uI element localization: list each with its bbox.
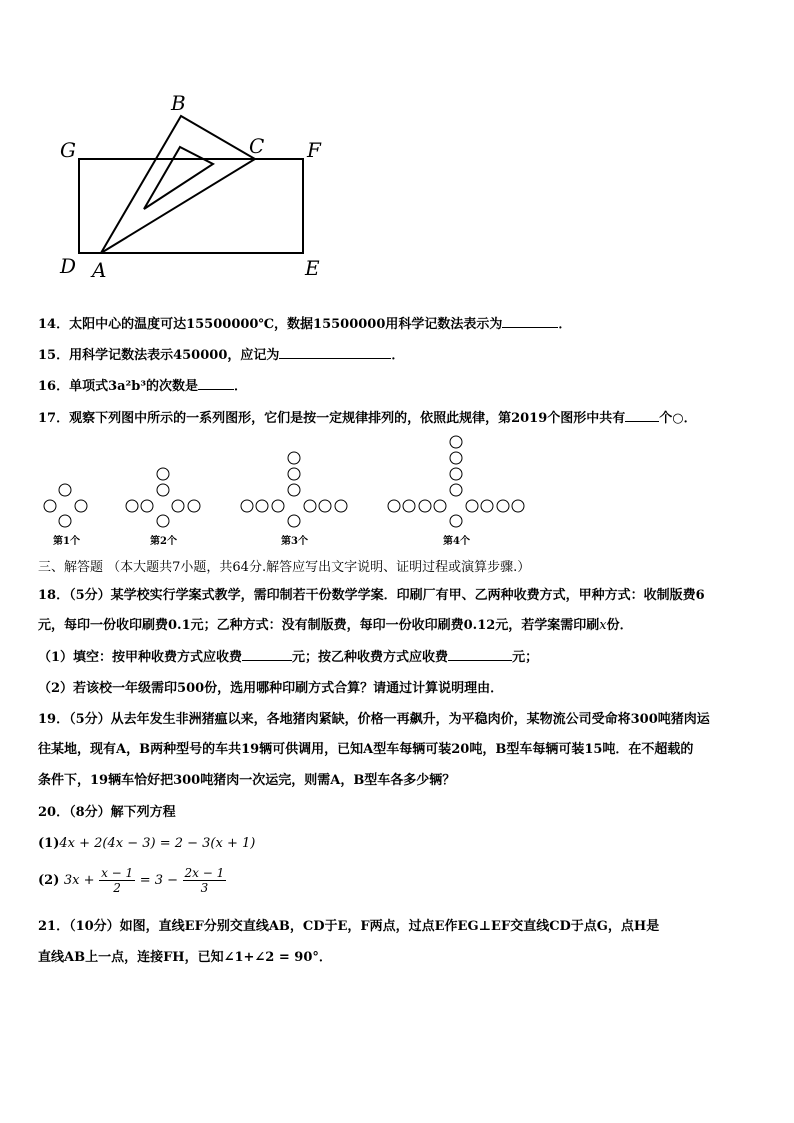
question-17-text: 17．观察下列图中所示的一系列图形，它们是按一定规律排列的，依照此规律，第2019个图形中共有 [38, 411, 626, 426]
triangle-inner [144, 147, 213, 209]
equation-1-expression: 4x + 2(4x − 3) = 2 − 3(x + 1) [59, 836, 256, 851]
question-18-sub-2: （2）若该校一年级需印500份，选用哪种印刷方式合算？请通过计算说明理由． [38, 681, 504, 696]
triangle-outer-abc [101, 116, 255, 253]
caption-pattern-1: 第1个 [53, 536, 80, 547]
question-16-text: 16．单项式3a²b³的次数是 [38, 379, 199, 394]
section-3-heading: 三、解答题 （本大题共7小题，共64分.解答应写出文字说明、证明过程或演算步骤.） [38, 560, 531, 575]
question-17 [38, 407, 697, 426]
answer-blank-18-1[interactable] [242, 648, 292, 661]
label-e: E [305, 256, 320, 280]
rectangle-gfed [79, 159, 303, 253]
label-a: A [92, 258, 107, 282]
fraction-2-denominator: 3 [200, 881, 209, 895]
question-18-line-2-text: 元，每印一份收印刷费0.1元；乙种方式：没有制版费，每印一份收印刷费0.12元，若学案需印刷 [38, 618, 600, 633]
pattern-2 [126, 468, 200, 527]
geometry-figure-triangle-rectangle [50, 85, 350, 285]
equation-2-part-a: 3x + [63, 873, 95, 888]
answer-blank-18-2[interactable] [448, 648, 512, 661]
answer-blank-15[interactable] [279, 346, 391, 359]
question-14-text: 14．太阳中心的温度可达15500000℃，数据15500000用科学记数法表示为 [38, 317, 503, 332]
fraction-2 [183, 866, 227, 895]
caption-pattern-4: 第4个 [443, 536, 470, 547]
question-19-line-1: 19．（5分）从去年发生非洲猪瘟以来，各地猪肉紧缺，价格一再飙升，为平稳肉价，某物流公司受命将300吨猪肉运 [38, 712, 710, 727]
label-g: G [60, 138, 76, 162]
equation-1 [38, 836, 255, 851]
label-b: B [171, 91, 186, 115]
question-18-line-2 [38, 614, 633, 633]
pattern-4 [388, 436, 524, 527]
equation-2-part-b: = 3 − [139, 873, 179, 888]
question-18-sub-1-text-a: （1）填空：按甲种收费方式应收费 [38, 650, 243, 665]
equation-1-label: (1) [38, 836, 60, 851]
equation-2 [38, 866, 226, 895]
question-14-end: ． [558, 317, 572, 332]
question-19-line-3: 条件下，19辆车恰好把300吨猪肉一次运完，则需A，B型车各多少辆？ [38, 773, 456, 788]
variable-x: x [599, 618, 607, 633]
caption-pattern-3: 第3个 [281, 536, 308, 547]
question-19-line-2: 往某地，现有A，B两种型号的车共19辆可供调用，已知A型车每辆可装20吨，B型车每辆可装15吨．在不超载的 [38, 742, 694, 757]
question-18-sub-1-text-c: 元； [512, 650, 539, 665]
circle-pattern-figure [30, 430, 550, 530]
fraction-1-numerator: x − 1 [101, 866, 134, 880]
equation-2-label: (2) [38, 873, 60, 888]
answer-blank-17[interactable] [625, 409, 659, 422]
question-15 [38, 344, 404, 363]
question-17-end: 个○． [659, 411, 697, 426]
question-14 [38, 313, 571, 332]
fraction-1 [99, 866, 135, 895]
question-15-text: 15．用科学记数法表示450000，应记为 [38, 348, 280, 363]
question-18-sub-1 [38, 646, 538, 665]
pattern-3 [241, 452, 347, 527]
question-21-line-1: 21．（10分）如图，直线EF分别交直线AB，CD于E，F两点，过点E作EG⊥EF交直线CD于点G，点H是 [38, 919, 660, 934]
question-20-title: 20．（8分）解下列方程 [38, 805, 176, 820]
label-f: F [307, 138, 321, 162]
question-16-end: ． [234, 379, 248, 394]
question-18-line-1: 18．（5分）某学校实行学案式教学，需印制若干份数学学案．印刷厂有甲、乙两种收费方式，甲种方式：收制版费6 [38, 588, 705, 603]
caption-pattern-2: 第2个 [150, 536, 177, 547]
label-c: C [249, 134, 265, 158]
label-d: D [60, 254, 77, 278]
answer-blank-14[interactable] [502, 315, 558, 328]
question-21-line-2: 直线AB上一点，连接FH，已知∠1+∠2 = 90°． [38, 950, 332, 965]
fraction-1-denominator: 2 [113, 881, 121, 895]
question-18-sub-1-text-b: 元；按乙种收费方式应收费 [292, 650, 449, 665]
answer-blank-16[interactable] [198, 377, 234, 390]
question-16 [38, 375, 247, 394]
question-18-line-2-end: 份． [606, 618, 633, 633]
pattern-1 [44, 484, 87, 527]
question-15-end: ． [391, 348, 405, 363]
fraction-2-numerator: 2x − 1 [184, 866, 225, 880]
